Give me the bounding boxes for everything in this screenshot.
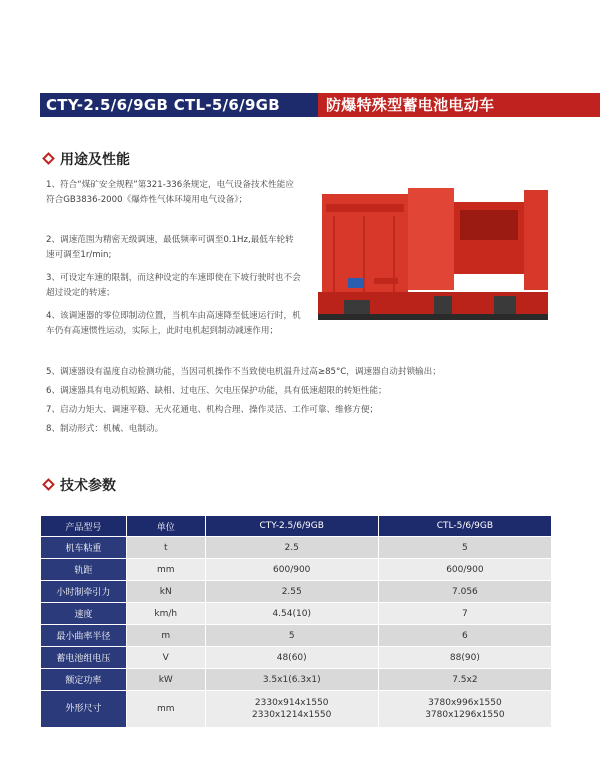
section-heading-text: 用途及性能 — [60, 152, 130, 168]
section-heading-text: 技术参数 — [60, 478, 116, 494]
feature-item-4: 4、该调速器的零位即制动位置，当机车由高速降至低速运行时，机车仍有高速惯性运动，实际上，此时电机起到制动减速作用； — [46, 311, 301, 337]
header-model: 产品型号 — [41, 516, 127, 537]
row-value-cty: 3.5x1(6.3x1) — [205, 669, 378, 691]
table-row — [41, 581, 552, 603]
dimension-line-1: 3780x996x1550 — [428, 698, 502, 708]
diamond-icon — [42, 152, 55, 165]
section-heading-usage — [40, 150, 130, 170]
row-unit: kW — [126, 669, 205, 691]
row-value-cty: 5 — [205, 625, 378, 647]
table-row — [41, 669, 552, 691]
table-row — [41, 537, 552, 559]
row-label: 外形尺寸 — [41, 691, 127, 728]
feature-item-7: 7、启动力矩大、调速平稳、无火花通电、机构合理、操作灵活、工作可靠、维修方便； — [46, 405, 379, 415]
dimension-line-2: 3780x1296x1550 — [425, 710, 505, 720]
row-value-cty: 600/900 — [205, 559, 378, 581]
title-name: 防爆特殊型蓄电池电动车 — [326, 96, 495, 114]
row-value-cty: 4.54(10) — [205, 603, 378, 625]
row-value-ctl: 6 — [378, 625, 551, 647]
row-value-ctl: 88(90) — [378, 647, 551, 669]
header-unit: 单位 — [126, 516, 205, 537]
row-unit: kN — [126, 581, 205, 603]
diamond-icon — [42, 478, 55, 491]
row-value-ctl: 7.056 — [378, 581, 551, 603]
feature-item-2: 2、调速范围为精密无级调速，最低频率可调至0.1Hz,最低车轮转速可调至1r/min; — [46, 235, 294, 261]
feature-item-1: 1、符合“煤矿安全规程”第321-336条规定，电气设备技术性能应符合GB3836-2000《爆炸性气体环境用电气设备》； — [46, 180, 294, 206]
row-label: 机车粘重 — [41, 537, 127, 559]
row-value-ctl: 600/900 — [378, 559, 551, 581]
spec-header-row — [41, 516, 552, 537]
table-row — [41, 625, 552, 647]
header-ctl: CTL-5/6/9GB — [378, 516, 551, 537]
row-value-cty: 2.5 — [205, 537, 378, 559]
row-value-cty: 48(60) — [205, 647, 378, 669]
table-row — [41, 559, 552, 581]
row-unit: t — [126, 537, 205, 559]
table-row — [41, 647, 552, 669]
row-label: 额定功率 — [41, 669, 127, 691]
locomotive-image — [314, 180, 552, 330]
row-label: 轨距 — [41, 559, 127, 581]
feature-item-3: 3、可设定车速的限制，而这种设定的车速即使在下坡行驶时也不会超过设定的转速； — [46, 273, 301, 299]
row-label: 速度 — [41, 603, 127, 625]
row-value-ctl: 5 — [378, 537, 551, 559]
feature-item-5: 5、调速器设有温度自动检测功能，当因司机操作不当致使电机温升过高≥85°C，调速器自动封锁输出； — [46, 367, 441, 377]
dimension-line-1: 2330x914x1550 — [254, 698, 329, 708]
row-label: 蓄电池组电压 — [41, 647, 127, 669]
page-title — [46, 93, 495, 117]
feature-item-8: 8、制动形式：机械、电制动。 — [46, 424, 164, 434]
row-value-ctl — [378, 691, 551, 728]
row-value-cty: 2.55 — [205, 581, 378, 603]
row-unit: mm — [126, 559, 205, 581]
row-value-cty — [205, 691, 378, 728]
table-row — [41, 603, 552, 625]
row-value-ctl: 7 — [378, 603, 551, 625]
row-unit: mm — [126, 691, 205, 728]
table-row — [41, 691, 552, 728]
row-unit: V — [126, 647, 205, 669]
title-model: CTY-2.5/6/9GB CTL-5/6/9GB — [46, 96, 281, 114]
feature-item-6: 6、调速器具有电动机短路、缺相、过电压、欠电压保护功能，具有低速超限的转矩性能； — [46, 386, 387, 396]
dimension-line-2: 2330x1214x1550 — [252, 710, 332, 720]
row-label: 小时制牵引力 — [41, 581, 127, 603]
header-cty: CTY-2.5/6/9GB — [205, 516, 378, 537]
row-label: 最小曲率半径 — [41, 625, 127, 647]
section-heading-params — [40, 476, 116, 496]
spec-table — [40, 515, 552, 728]
row-unit: m — [126, 625, 205, 647]
row-unit: km/h — [126, 603, 205, 625]
row-value-ctl: 7.5x2 — [378, 669, 551, 691]
